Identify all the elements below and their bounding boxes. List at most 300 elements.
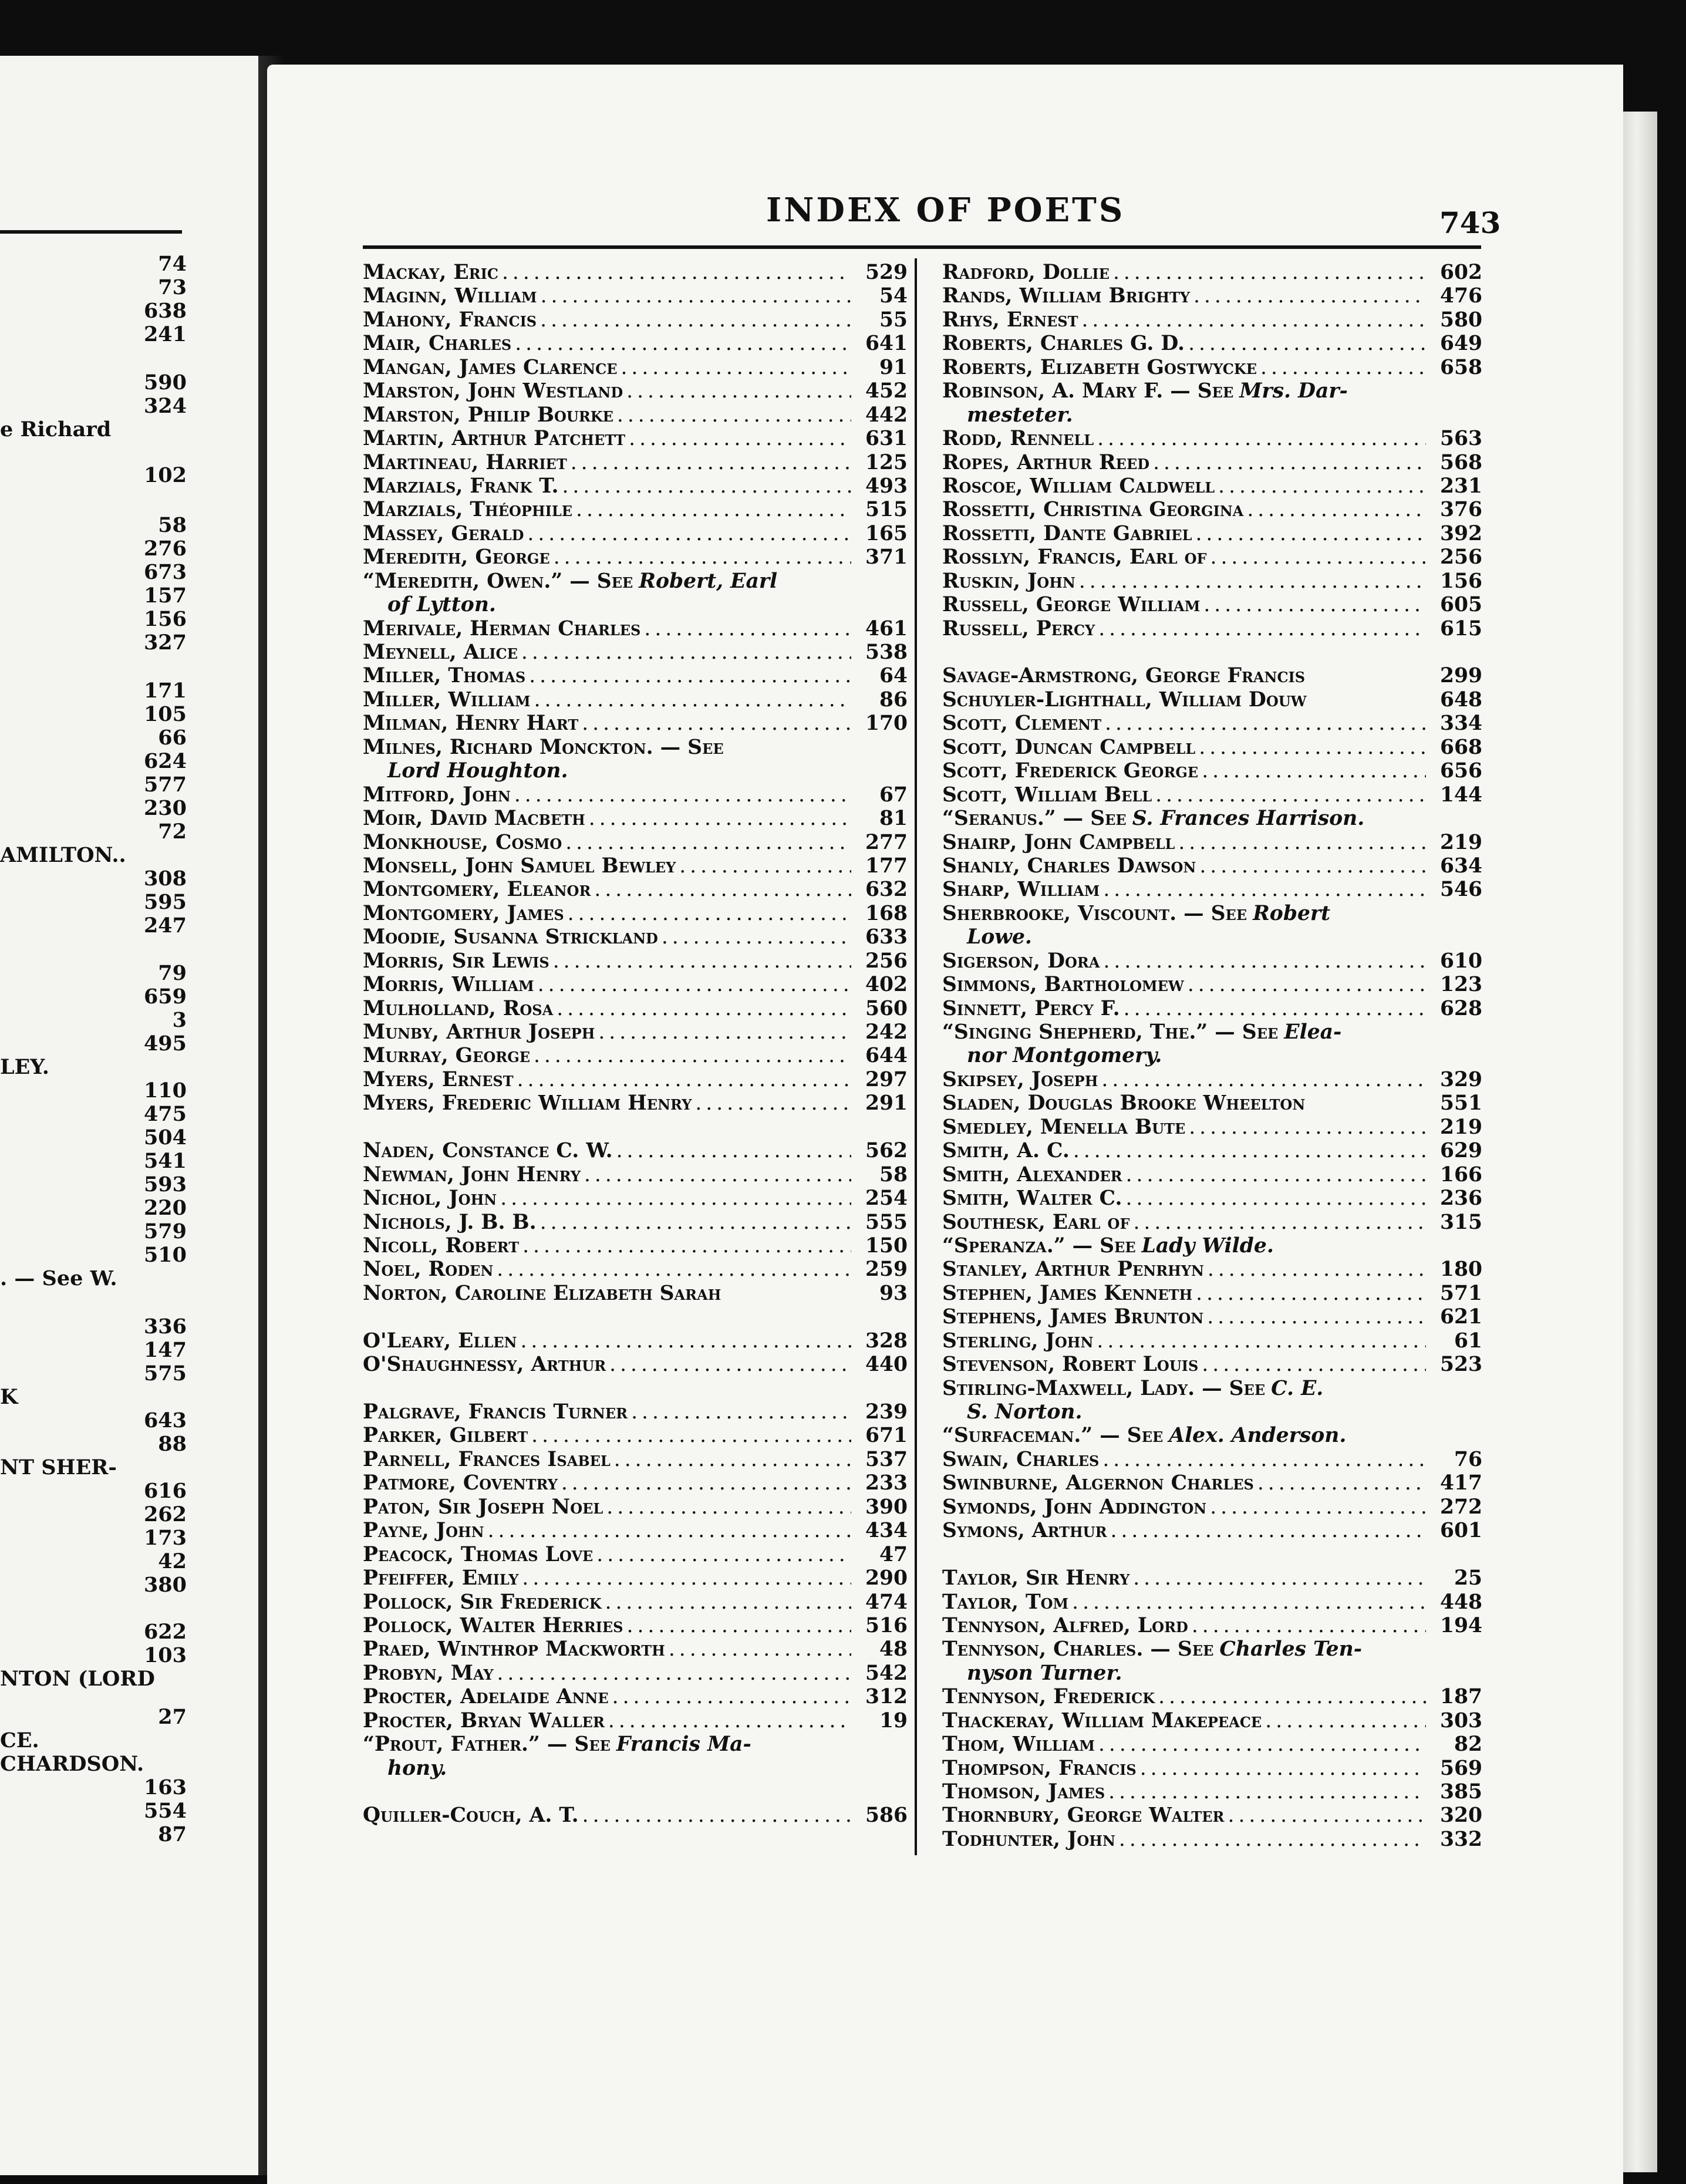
index-entry <box>363 854 908 878</box>
section-gap <box>363 1115 908 1139</box>
index-entry <box>363 1163 908 1187</box>
index-entry <box>942 1780 1482 1804</box>
poet-name: O'Shaughnessy, Arthur <box>363 1353 606 1377</box>
poet-name: “Prout, Father.” — See <box>363 1733 611 1757</box>
index-entry <box>942 1757 1482 1780</box>
page-ref: 538 <box>865 641 908 664</box>
leader-dots <box>497 1661 852 1685</box>
poet-name: Ropes, Arthur Reed <box>942 450 1150 474</box>
index-entry <box>942 878 1482 901</box>
facing-page-line: 103 <box>143 1643 187 1667</box>
index-column-right <box>942 261 1482 1851</box>
poet-name: Probyn, May <box>363 1661 494 1685</box>
index-entry <box>942 522 1482 545</box>
cross-reference-target: Lady Wilde. <box>1141 1233 1274 1258</box>
facing-page-line: NT SHER- <box>0 1455 117 1479</box>
leader-dots <box>1188 332 1426 355</box>
facing-page-line: CE. <box>0 1728 39 1752</box>
index-entry <box>942 759 1482 783</box>
facing-page-line: 66 <box>158 726 187 750</box>
index-entry <box>363 878 908 901</box>
leader-dots <box>617 403 851 427</box>
index-entry <box>942 949 1482 973</box>
index-entry <box>942 997 1482 1020</box>
facing-page-line: 336 <box>143 1315 187 1339</box>
index-entry <box>942 736 1482 759</box>
index-entry <box>942 902 1482 925</box>
poet-name: Sharp, William <box>942 878 1100 902</box>
page-ref: 299 <box>1439 664 1482 688</box>
poet-name: Montgomery, James <box>363 901 564 925</box>
facing-page-line: AMILTON.. <box>0 843 126 867</box>
poet-name: Stanley, Arthur Penrhyn <box>942 1258 1204 1282</box>
poet-name: Stirling-Maxwell, Lady. — See <box>942 1376 1266 1400</box>
leader-dots <box>1124 997 1426 1020</box>
index-entry <box>363 1068 908 1091</box>
page-ref: 320 <box>1439 1804 1482 1828</box>
page-ref: 259 <box>865 1258 908 1282</box>
leader-dots <box>554 545 851 569</box>
leader-dots <box>1073 1139 1426 1162</box>
page-ref: 67 <box>879 783 908 807</box>
poet-name: Parnell, Frances Isabel <box>363 1447 611 1471</box>
leader-dots <box>1103 878 1426 901</box>
page-ref: 219 <box>1439 1115 1482 1139</box>
poet-name: Marston, Philip Bourke <box>363 403 613 427</box>
index-entry <box>363 308 908 332</box>
leader-dots <box>562 474 851 498</box>
index-entry <box>363 925 908 949</box>
facing-page-header-rule <box>0 230 182 234</box>
column-divider <box>915 258 917 1855</box>
index-entry <box>942 284 1482 308</box>
index-entry <box>942 973 1482 996</box>
index-entry <box>942 807 1482 830</box>
leader-dots <box>616 1139 851 1162</box>
facing-page-line: 73 <box>158 275 187 299</box>
leader-dots <box>534 688 851 712</box>
poet-name: Noel, Roden <box>363 1258 494 1282</box>
leader-dots <box>1082 308 1427 332</box>
leader-dots <box>561 1471 851 1495</box>
index-entry <box>363 949 908 973</box>
page-ref: 81 <box>879 807 908 831</box>
page-ref: 61 <box>1454 1329 1482 1353</box>
index-entry <box>942 332 1482 355</box>
leader-dots <box>1210 1495 1426 1519</box>
poet-name: “Meredith, Owen.” — See <box>363 569 633 593</box>
page-ref: 219 <box>1439 830 1482 854</box>
facing-page-line: 147 <box>143 1338 187 1362</box>
index-entry <box>363 807 908 830</box>
leader-dots <box>609 1353 851 1376</box>
page-ref: 442 <box>865 403 908 427</box>
index-entry <box>363 1329 908 1353</box>
poet-name: Peacock, Thomas Love <box>363 1542 594 1566</box>
page-ref: 569 <box>1439 1756 1482 1780</box>
facing-page-line: 541 <box>143 1149 187 1173</box>
poet-name: Milnes, Richard Monckton. — See <box>363 735 724 759</box>
leader-dots <box>529 664 851 687</box>
cross-reference-target: S. Frances Harrison. <box>1132 807 1365 831</box>
cross-reference-continuation: hony. <box>387 1756 447 1780</box>
index-entry <box>363 688 908 712</box>
index-entry <box>363 1590 908 1614</box>
index-entry <box>942 1305 1482 1329</box>
page-ref: 448 <box>1439 1590 1482 1614</box>
cross-reference-target: Charles Ten- <box>1219 1637 1363 1661</box>
leader-dots <box>1140 1757 1426 1780</box>
facing-page-line: 475 <box>143 1102 187 1126</box>
index-entry <box>942 356 1482 379</box>
index-entry <box>942 1044 1482 1067</box>
section-gap <box>942 1543 1482 1566</box>
facing-page-line: LEY. <box>0 1055 49 1079</box>
leader-dots <box>1097 427 1426 450</box>
poet-name: Massey, Gerald <box>363 521 524 545</box>
facing-page-line: 380 <box>143 1573 187 1597</box>
poet-name: Roberts, Elizabeth Gostwycke <box>942 355 1257 379</box>
index-entry <box>942 831 1482 854</box>
index-entry <box>363 1637 908 1661</box>
poet-name: Smith, Alexander <box>942 1162 1122 1187</box>
index-entry <box>942 1519 1482 1542</box>
leader-dots <box>1247 498 1426 521</box>
poet-name: Quiller-Couch, A. T. <box>363 1804 579 1828</box>
index-entry <box>363 1424 908 1447</box>
page-ref: 658 <box>1439 355 1482 379</box>
leader-dots <box>527 522 851 545</box>
page-ref: 633 <box>865 925 908 949</box>
page-ref: 602 <box>1439 261 1482 284</box>
index-entry <box>363 783 908 807</box>
facing-page-line: 308 <box>143 867 187 891</box>
poet-name: Smith, A. C. <box>942 1139 1070 1163</box>
page-ref: 385 <box>1439 1780 1482 1804</box>
leader-dots <box>502 261 851 284</box>
page-ref: 402 <box>865 973 908 997</box>
leader-dots <box>534 1044 851 1067</box>
page-ref: 187 <box>1439 1685 1482 1709</box>
leader-dots <box>582 712 851 735</box>
facing-page-line: 230 <box>143 796 187 820</box>
page-title: INDEX OF POETS <box>766 191 1125 230</box>
poet-name: Taylor, Tom <box>942 1590 1069 1614</box>
index-entry <box>942 1211 1482 1234</box>
poet-name: Tennyson, Charles. — See <box>942 1637 1214 1661</box>
page-ref: 452 <box>865 379 908 403</box>
poet-name: Procter, Adelaide Anne <box>363 1685 609 1709</box>
poet-name: Mangan, James Clarence <box>363 355 618 379</box>
index-entry <box>942 1377 1482 1400</box>
index-entry <box>942 1400 1482 1424</box>
facing-page-line: 163 <box>143 1775 187 1799</box>
leader-dots <box>565 831 851 854</box>
index-column-left <box>363 261 908 1828</box>
poet-name: Myers, Ernest <box>363 1067 514 1091</box>
poet-name: Meredith, George <box>363 545 550 569</box>
page-ref: 641 <box>865 332 908 356</box>
poet-name: “Singing Shepherd, The.” — See <box>942 1020 1279 1044</box>
page-ref: 242 <box>865 1020 908 1044</box>
page-ref: 417 <box>1439 1471 1482 1495</box>
leader-dots <box>515 332 851 355</box>
leader-dots <box>644 617 851 641</box>
index-entry <box>942 379 1482 403</box>
page-ref: 555 <box>865 1210 908 1234</box>
leader-dots <box>598 1020 851 1044</box>
page-ref: 568 <box>1439 450 1482 474</box>
facing-page-line: 156 <box>143 607 187 631</box>
leader-dots <box>606 1495 851 1519</box>
index-entry <box>363 1709 908 1733</box>
poet-name: Monsell, John Samuel Bewley <box>363 854 676 878</box>
index-entry <box>942 308 1482 332</box>
facing-page-line: 579 <box>143 1219 187 1243</box>
poet-name: Merivale, Herman Charles <box>363 616 641 641</box>
poet-name: Stephens, James Brunton <box>942 1305 1204 1329</box>
leader-dots <box>1208 1258 1426 1281</box>
leader-dots <box>1108 1780 1426 1804</box>
leader-dots <box>589 807 851 830</box>
index-entry <box>363 1044 908 1067</box>
page-ref: 516 <box>865 1613 908 1637</box>
facing-page-line: 27 <box>158 1705 187 1729</box>
poet-name: Mulholland, Rosa <box>363 996 554 1020</box>
index-entry <box>363 1471 908 1495</box>
facing-page-line: 171 <box>143 679 187 703</box>
poet-name: Smith, Walter C. <box>942 1187 1122 1211</box>
facing-page-line: 241 <box>143 322 187 346</box>
index-entry <box>942 712 1482 735</box>
page-ref: 476 <box>1439 284 1482 308</box>
facing-page-line: 88 <box>158 1432 187 1456</box>
index-entry <box>363 1685 908 1708</box>
poet-name: Sigerson, Dora <box>942 949 1100 973</box>
index-entry <box>363 1139 908 1162</box>
leader-dots <box>520 1329 851 1353</box>
poet-name: Rossetti, Christina Georgina <box>942 498 1244 522</box>
facing-page-line: 276 <box>143 537 187 561</box>
index-entry <box>363 522 908 545</box>
leader-dots <box>1111 1519 1426 1542</box>
leader-dots <box>1257 1471 1426 1495</box>
index-entry <box>363 1353 908 1376</box>
poet-name: Mackay, Eric <box>363 261 498 284</box>
page-ref: 601 <box>1439 1519 1482 1543</box>
facing-page-line: 643 <box>143 1408 187 1433</box>
facing-page-line: 87 <box>158 1822 187 1846</box>
poet-name: Praed, Winthrop Mackworth <box>363 1637 665 1661</box>
poet-name: Swinburne, Algernon Charles <box>942 1471 1254 1495</box>
page-ref: 180 <box>1439 1258 1482 1282</box>
poet-name: Ruskin, John <box>942 569 1075 593</box>
leader-dots <box>594 878 851 901</box>
index-entry <box>942 617 1482 641</box>
leader-dots <box>1097 1329 1426 1353</box>
poet-name: Russell, Percy <box>942 616 1095 641</box>
poet-name: Nicoll, Robert <box>363 1233 520 1258</box>
page-ref: 474 <box>865 1590 908 1614</box>
header-rule <box>363 245 1481 249</box>
poet-name: Newman, John Henry <box>363 1162 581 1187</box>
page-ref: 644 <box>865 1044 908 1068</box>
page-ref: 648 <box>1439 687 1482 712</box>
page-ref: 434 <box>865 1519 908 1543</box>
index-entry <box>363 1519 908 1542</box>
leader-dots <box>1202 759 1426 783</box>
poet-name: Morris, William <box>363 973 534 997</box>
page-ref: 277 <box>865 830 908 854</box>
poet-name: “Speranza.” — See <box>942 1233 1136 1258</box>
poet-name: Marston, John Westland <box>363 379 623 403</box>
facing-page-line: 659 <box>143 985 187 1009</box>
page-ref: 54 <box>879 284 908 308</box>
leader-dots <box>629 427 851 450</box>
index-entry <box>363 1614 908 1637</box>
facing-page-line: K <box>0 1385 18 1409</box>
page-ref: 332 <box>1439 1827 1482 1851</box>
page-ref: 634 <box>1439 854 1482 878</box>
poet-name: Miller, William <box>363 687 531 712</box>
page-ref: 542 <box>865 1661 908 1685</box>
index-entry <box>942 1424 1482 1447</box>
cross-reference-target: Elea- <box>1284 1020 1342 1044</box>
leader-dots <box>488 1519 851 1542</box>
leader-dots <box>1101 1068 1426 1091</box>
facing-page-line: 638 <box>143 299 187 323</box>
index-entry <box>942 1828 1482 1851</box>
page-ref: 376 <box>1439 498 1482 522</box>
index-entry <box>363 736 908 759</box>
facing-page-line: 102 <box>143 463 187 487</box>
index-entry <box>363 641 908 664</box>
poet-name: Todhunter, John <box>942 1827 1115 1851</box>
poet-name: Scott, Duncan Campbell <box>942 735 1196 759</box>
leader-dots <box>1153 451 1426 474</box>
poet-name: Sterling, John <box>942 1329 1094 1353</box>
index-entry <box>942 1685 1482 1708</box>
facing-page-line: 595 <box>143 890 187 914</box>
leader-dots <box>521 641 851 664</box>
facing-page-line: 577 <box>143 773 187 797</box>
page-ref: 610 <box>1439 949 1482 973</box>
facing-page-line: 110 <box>143 1078 187 1103</box>
poet-name: Pollock, Walter Herries <box>363 1613 623 1637</box>
page-ref: 537 <box>865 1447 908 1471</box>
leader-dots <box>514 783 851 807</box>
leader-dots <box>1158 1685 1426 1708</box>
facing-page-line: 262 <box>143 1502 187 1526</box>
poet-name: Schuyler-Lighthall, William Douw <box>942 687 1307 712</box>
poet-name: Smedley, Menella Bute <box>942 1115 1186 1139</box>
poet-name: Pollock, Sir Frederick <box>363 1590 602 1614</box>
facing-page-line: . — See W. <box>0 1266 117 1290</box>
index-entry <box>942 1139 1482 1162</box>
leader-dots <box>614 1448 851 1471</box>
page-ref: 303 <box>1439 1708 1482 1733</box>
index-entry <box>942 545 1482 569</box>
page-ref: 272 <box>1439 1495 1482 1519</box>
index-entry <box>942 1091 1482 1115</box>
poet-name: Southesk, Earl of <box>942 1210 1130 1234</box>
leader-dots <box>500 1187 851 1210</box>
poet-name: Shanly, Charles Dawson <box>942 854 1196 878</box>
page-ref: 194 <box>1439 1613 1482 1637</box>
page-ref: 25 <box>1454 1566 1482 1590</box>
cross-reference-continuation: of Lytton. <box>387 593 496 617</box>
page-ref: 291 <box>865 1091 908 1115</box>
index-entry <box>942 403 1482 427</box>
poet-name: Moir, David Macbeth <box>363 807 585 831</box>
index-entry <box>363 617 908 641</box>
page-ref: 312 <box>865 1685 908 1709</box>
page-ref: 392 <box>1439 521 1482 545</box>
page-ref: 334 <box>1439 712 1482 736</box>
poet-name: Rosslyn, Francis, Earl of <box>942 545 1207 569</box>
index-entry <box>363 1020 908 1044</box>
facing-page-line: 327 <box>143 631 187 655</box>
leader-dots <box>531 1424 851 1447</box>
poet-name: Norton, Caroline Elizabeth Sarah <box>363 1281 721 1305</box>
leader-dots <box>1126 1163 1426 1187</box>
poet-name: Monkhouse, Cosmo <box>363 830 562 854</box>
page-ref: 551 <box>1439 1091 1482 1115</box>
poet-name: “Surfaceman.” — See <box>942 1424 1164 1448</box>
poet-name: Thom, William <box>942 1733 1095 1757</box>
poet-name: Mair, Charles <box>363 332 512 356</box>
leader-dots <box>1178 831 1426 854</box>
index-entry <box>363 759 908 783</box>
facing-page-line: 247 <box>143 914 187 938</box>
index-entry <box>363 1804 908 1827</box>
page-ref: 615 <box>1439 616 1482 641</box>
leader-dots <box>1207 1305 1426 1329</box>
page-ref: 55 <box>879 308 908 332</box>
poet-name: Moodie, Susanna Strickland <box>363 925 658 949</box>
index-entry <box>942 1661 1482 1685</box>
page-ref: 631 <box>865 427 908 451</box>
cross-reference-target: Robert <box>1253 901 1331 925</box>
facing-page-line: 79 <box>158 961 187 985</box>
leader-dots <box>568 902 851 925</box>
index-entry <box>942 474 1482 498</box>
poet-name: Myers, Frederic William Henry <box>363 1091 692 1115</box>
poet-name: Sladen, Douglas Brooke Wheelton <box>942 1091 1306 1115</box>
leader-dots <box>662 925 851 949</box>
index-entry <box>363 1211 908 1234</box>
index-entry <box>942 261 1482 284</box>
leader-dots <box>669 1637 851 1661</box>
poet-name: Mahony, Francis <box>363 308 537 332</box>
facing-page-line: 72 <box>158 820 187 844</box>
poet-name: Marzials, Théophile <box>363 498 573 522</box>
page-ref: 64 <box>879 664 908 688</box>
facing-page-line: CHARDSON. <box>0 1752 144 1776</box>
page-ref: 371 <box>865 545 908 569</box>
facing-page-line: 105 <box>143 702 187 726</box>
leader-dots <box>1260 356 1426 379</box>
facing-page-line: 220 <box>143 1196 187 1220</box>
poet-name: Milman, Henry Hart <box>363 712 579 736</box>
page-ref: 440 <box>865 1353 908 1377</box>
index-entry <box>942 569 1482 593</box>
poet-name: Martineau, Harriet <box>363 450 567 474</box>
poet-name: Savage-Armstrong, George Francis <box>942 664 1306 688</box>
index-entry <box>363 1543 908 1566</box>
cross-reference-continuation: Lord Houghton. <box>387 759 568 783</box>
leader-dots <box>1228 1804 1426 1827</box>
